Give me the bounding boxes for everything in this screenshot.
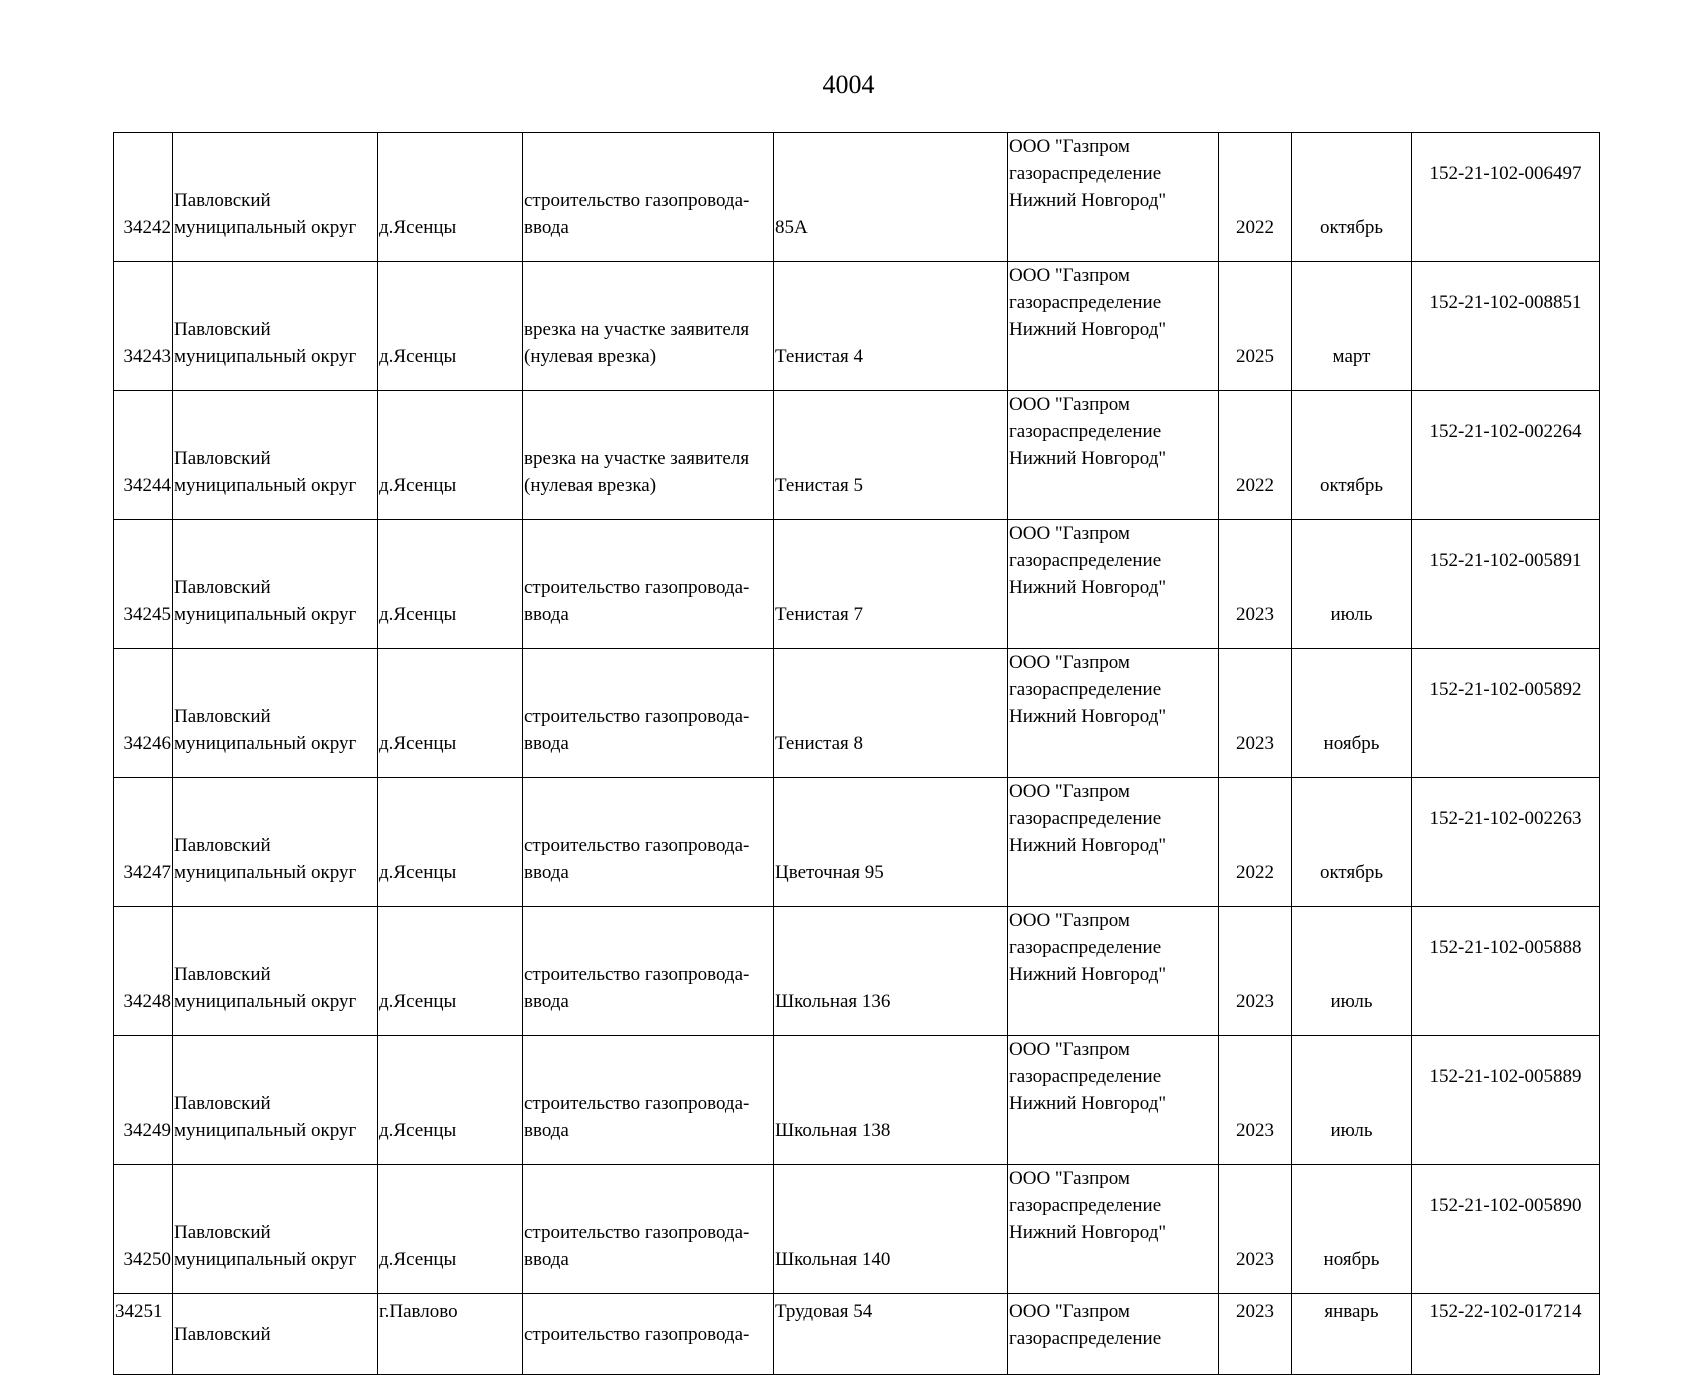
district-cell: Павловский муниципальный округ xyxy=(173,133,378,262)
district-cell: Павловский муниципальный округ xyxy=(173,649,378,778)
year-cell: 2023 xyxy=(1219,1294,1292,1375)
organization-cell: ООО "Газпром газораспределение Нижний Новгород" xyxy=(1008,907,1219,1036)
table-row xyxy=(114,262,1600,391)
code-cell: 152-21-102-005892 xyxy=(1412,649,1600,778)
locality-cell: д.Ясенцы xyxy=(378,1036,523,1165)
work-type-cell: строительство газопровода- xyxy=(523,1294,774,1375)
year-cell: 2025 xyxy=(1219,262,1292,391)
address-cell: Школьная 138 xyxy=(774,1036,1008,1165)
organization-cell: ООО "Газпром газораспределение Нижний Новгород" xyxy=(1008,520,1219,649)
district-cell: Павловский xyxy=(173,1294,378,1375)
month-cell: октябрь xyxy=(1292,133,1412,262)
locality-cell: д.Ясенцы xyxy=(378,1165,523,1294)
year-cell: 2023 xyxy=(1219,1036,1292,1165)
code-cell: 152-21-102-002263 xyxy=(1412,778,1600,907)
code-cell: 152-21-102-008851 xyxy=(1412,262,1600,391)
district-cell: Павловский муниципальный округ xyxy=(173,262,378,391)
table-row xyxy=(114,391,1600,520)
district-cell: Павловский муниципальный округ xyxy=(173,1036,378,1165)
work-type-cell: строительство газопровода- ввода xyxy=(523,520,774,649)
locality-cell: д.Ясенцы xyxy=(378,133,523,262)
year-cell: 2023 xyxy=(1219,907,1292,1036)
address-cell: Тенистая 8 xyxy=(774,649,1008,778)
locality-cell: д.Ясенцы xyxy=(378,520,523,649)
month-cell: октябрь xyxy=(1292,778,1412,907)
district-cell: Павловский муниципальный округ xyxy=(173,391,378,520)
organization-cell: ООО "Газпром газораспределение Нижний Новгород" xyxy=(1008,1165,1219,1294)
work-type-cell: строительство газопровода- ввода xyxy=(523,778,774,907)
table-row xyxy=(114,1165,1600,1294)
month-cell: март xyxy=(1292,262,1412,391)
code-cell: 152-22-102-017214 xyxy=(1412,1294,1600,1375)
address-cell: Тенистая 4 xyxy=(774,262,1008,391)
row-number: 34246 xyxy=(114,649,173,778)
month-cell: ноябрь xyxy=(1292,649,1412,778)
month-cell: июль xyxy=(1292,907,1412,1036)
page-number: 4004 xyxy=(822,70,875,99)
code-cell: 152-21-102-006497 xyxy=(1412,133,1600,262)
row-number: 34244 xyxy=(114,391,173,520)
year-cell: 2022 xyxy=(1219,778,1292,907)
work-type-cell: строительство газопровода- ввода xyxy=(523,907,774,1036)
code-cell: 152-21-102-005890 xyxy=(1412,1165,1600,1294)
table-row xyxy=(114,133,1600,262)
district-cell: Павловский муниципальный округ xyxy=(173,1165,378,1294)
code-cell: 152-21-102-002264 xyxy=(1412,391,1600,520)
row-number: 34251 xyxy=(114,1294,173,1375)
code-cell: 152-21-102-005891 xyxy=(1412,520,1600,649)
table-row xyxy=(114,1036,1600,1165)
organization-cell: ООО "Газпром газораспределение Нижний Новгород" xyxy=(1008,262,1219,391)
address-cell: Тенистая 5 xyxy=(774,391,1008,520)
organization-cell: ООО "Газпром газораспределение Нижний Новгород" xyxy=(1008,391,1219,520)
work-type-cell: строительство газопровода- ввода xyxy=(523,1036,774,1165)
organization-cell: ООО "Газпром газораспределение Нижний Новгород" xyxy=(1008,778,1219,907)
year-cell: 2023 xyxy=(1219,520,1292,649)
year-cell: 2022 xyxy=(1219,133,1292,262)
work-type-cell: строительство газопровода- ввода xyxy=(523,1165,774,1294)
locality-cell: г.Павлово xyxy=(378,1294,523,1375)
work-type-cell: строительство газопровода- ввода xyxy=(523,133,774,262)
row-number: 34249 xyxy=(114,1036,173,1165)
district-cell: Павловский муниципальный округ xyxy=(173,778,378,907)
locality-cell: д.Ясенцы xyxy=(378,391,523,520)
month-cell: январь xyxy=(1292,1294,1412,1375)
row-number: 34242 xyxy=(114,133,173,262)
table-row-partial xyxy=(114,1294,1600,1375)
table-body xyxy=(114,133,1600,1375)
locality-cell: д.Ясенцы xyxy=(378,907,523,1036)
code-cell: 152-21-102-005889 xyxy=(1412,1036,1600,1165)
row-number: 34243 xyxy=(114,262,173,391)
work-type-cell: врезка на участке заявителя (нулевая врезка) xyxy=(523,391,774,520)
table-row xyxy=(114,778,1600,907)
organization-cell: ООО "Газпром газораспределение Нижний Новгород" xyxy=(1008,649,1219,778)
gas-connection-table xyxy=(113,132,1600,1375)
code-cell: 152-21-102-005888 xyxy=(1412,907,1600,1036)
address-cell: Цветочная 95 xyxy=(774,778,1008,907)
row-number: 34247 xyxy=(114,778,173,907)
locality-cell: д.Ясенцы xyxy=(378,262,523,391)
address-cell: 85А xyxy=(774,133,1008,262)
address-cell: Трудовая 54 xyxy=(774,1294,1008,1375)
locality-cell: д.Ясенцы xyxy=(378,778,523,907)
address-cell: Школьная 136 xyxy=(774,907,1008,1036)
year-cell: 2023 xyxy=(1219,1165,1292,1294)
month-cell: ноябрь xyxy=(1292,1165,1412,1294)
year-cell: 2022 xyxy=(1219,391,1292,520)
row-number: 34250 xyxy=(114,1165,173,1294)
month-cell: октябрь xyxy=(1292,391,1412,520)
table-row xyxy=(114,520,1600,649)
table-row xyxy=(114,649,1600,778)
organization-cell: ООО "Газпром газораспределение Нижний Новгород" xyxy=(1008,1036,1219,1165)
month-cell: июль xyxy=(1292,1036,1412,1165)
organization-cell: ООО "Газпром газораспределение xyxy=(1008,1294,1219,1375)
month-cell: июль xyxy=(1292,520,1412,649)
row-number: 34245 xyxy=(114,520,173,649)
district-cell: Павловский муниципальный округ xyxy=(173,520,378,649)
table-row xyxy=(114,907,1600,1036)
work-type-cell: врезка на участке заявителя (нулевая врезка) xyxy=(523,262,774,391)
work-type-cell: строительство газопровода- ввода xyxy=(523,649,774,778)
locality-cell: д.Ясенцы xyxy=(378,649,523,778)
address-cell: Школьная 140 xyxy=(774,1165,1008,1294)
district-cell: Павловский муниципальный округ xyxy=(173,907,378,1036)
organization-cell: ООО "Газпром газораспределение Нижний Новгород" xyxy=(1008,133,1219,262)
row-number: 34248 xyxy=(114,907,173,1036)
address-cell: Тенистая 7 xyxy=(774,520,1008,649)
year-cell: 2023 xyxy=(1219,649,1292,778)
